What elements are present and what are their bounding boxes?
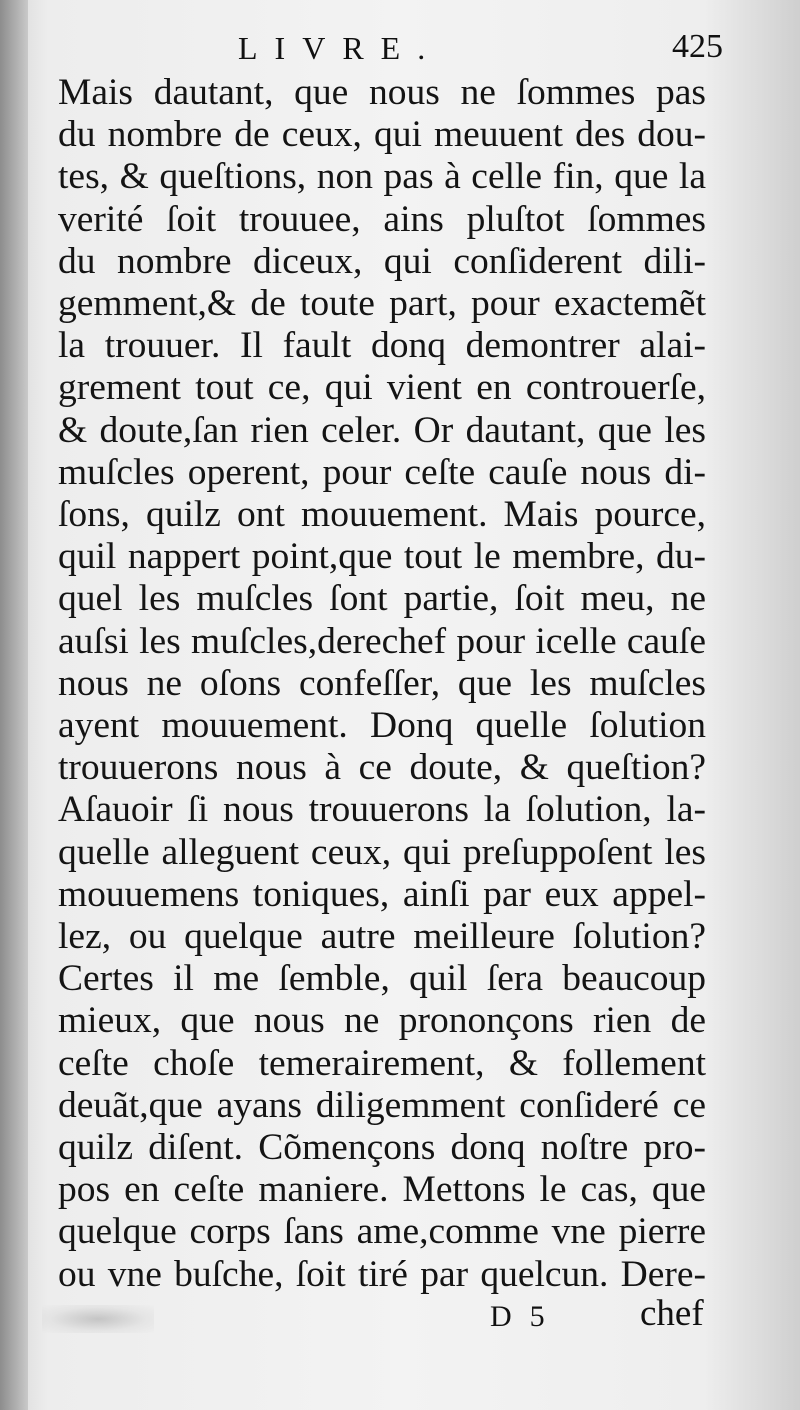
text-line: auſsi les muſcles,derechef pour icelle cauſe <box>58 620 706 662</box>
text-line: ayent mouuement. Donq quelle ſolution <box>58 705 706 747</box>
text-line: grement tout ce, qui vient en controuerſe, <box>58 367 706 409</box>
text-line: lez, ou quelque autre meilleure ſolution? <box>58 916 706 958</box>
signature-mark: D5 <box>490 1300 563 1333</box>
catchword: chef <box>640 1293 704 1334</box>
text-line: mieux, que nous ne prononçons rien de <box>58 1000 706 1042</box>
text-line: quil nappert point,que tout le membre, du- <box>58 536 706 578</box>
text-line: nous ne oſons confeſſer, que les muſcles <box>58 662 706 704</box>
text-line: tes, & queſtions, non pas à celle fin, que la <box>58 156 706 198</box>
text-line: pos en ceſte maniere. Mettons le cas, que <box>58 1169 706 1211</box>
text-line: quelle alleguent ceux, qui preſuppoſent les <box>58 831 706 873</box>
text-line: ceſte choſe temerairement, & follement <box>58 1042 706 1084</box>
running-title: LIVRE. <box>238 30 443 66</box>
text-line: quelque corps ſans ame,comme vne pierre <box>58 1211 706 1253</box>
text-line: Certes il me ſemble, quil ſera beaucoup <box>58 958 706 1000</box>
text-line: Mais dautant, que nous ne ſommes pas <box>58 72 706 113</box>
text-line: quilz diſent. Cõmençons donq noſtre pro- <box>58 1127 706 1169</box>
text-line: muſcles operent, pour ceſte cauſe nous di- <box>58 451 706 493</box>
text-line: verité ſoit trouuee, ains pluſtot ſommes <box>58 198 706 240</box>
text-line: deuãt,que ayans diligemment conſideré ce <box>58 1084 706 1126</box>
text-line: quel les muſcles ſont partie, ſoit meu, ne <box>58 578 706 620</box>
text-line: la trouuer. Il fault donq demontrer alai- <box>58 325 706 367</box>
ink-smudge <box>42 1305 154 1333</box>
text-line: du nombre diceux, qui conſiderent dili- <box>58 240 706 282</box>
text-line: Aſauoir ſi nous trouuerons la ſolution, la- <box>58 789 706 831</box>
text-line: & doute,ſan rien celer. Or dautant, que les <box>58 409 706 451</box>
body-text <box>58 72 706 1296</box>
page-header <box>0 22 800 72</box>
text-line: gemment,& de toute part, pour exactemẽt <box>58 283 706 325</box>
page-number: 425 <box>672 28 723 65</box>
text-line: ſons, quilz ont mouuement. Mais pource, <box>58 494 706 536</box>
page-gutter-shadow <box>0 0 28 1410</box>
text-line: mouuemens toniques, ainſi par eux appel- <box>58 873 706 915</box>
text-line: ou vne buſche, ſoit tiré par quelcun. Dere- <box>58 1253 706 1295</box>
text-line: trouuerons nous à ce doute, & queſtion? <box>58 747 706 789</box>
text-line: du nombre de ceux, qui meuuent des dou- <box>58 114 706 156</box>
